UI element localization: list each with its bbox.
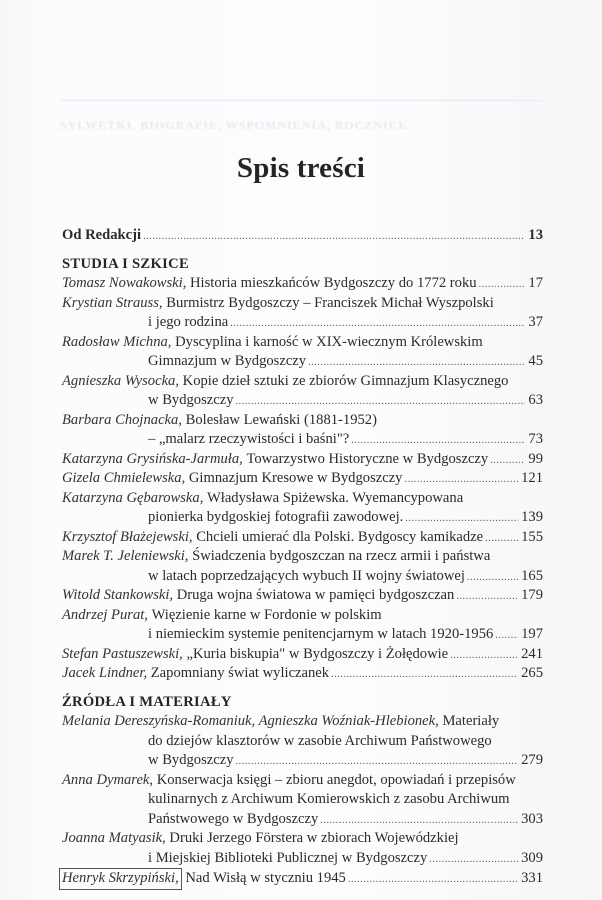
page-title: Spis treści [236, 152, 366, 184]
page-number: 37 [528, 314, 543, 330]
entry-author: Krystian Strauss, [62, 294, 163, 311]
entry-first-line [62, 528, 543, 548]
entry-title: w Bydgoszczy [148, 392, 234, 408]
entry-continuation-line [62, 625, 543, 645]
dot-leader [405, 509, 518, 529]
toc-entry[interactable] [62, 586, 543, 606]
entry-continuation-line [62, 849, 543, 869]
ghost-rule [60, 100, 542, 101]
entry-continuation-line [62, 810, 543, 830]
toc-entry[interactable] [62, 294, 543, 333]
entry-title: w latach poprzedzających wybuch II wojny światowej [148, 567, 465, 584]
toc-entry[interactable] [62, 664, 543, 684]
entry-author: Andrzej Purat, [62, 606, 148, 623]
page-number: 179 [521, 587, 543, 603]
page-number: 303 [521, 810, 543, 827]
dot-leader [236, 752, 519, 772]
entry-first-line [62, 489, 543, 509]
entry-title: Druki Jerzego Förstera w zbiorach Wojewódzkiej [169, 830, 459, 846]
entry-title: Dyscyplina i karność w XIX-wiecznym Królewskim [175, 333, 483, 350]
entry-first-line [62, 606, 543, 626]
entry-title: Druga wojna światowa w pamięci bydgoszczan [176, 587, 455, 603]
toc-entry[interactable] [62, 489, 543, 528]
entry-first-line [62, 294, 543, 314]
entry-author: Witold Stankowski, [62, 587, 174, 603]
entry-continuation-line [62, 751, 543, 771]
entry-title: Gimnazjum w Bydgoszczy [148, 353, 307, 369]
entry-first-line [62, 645, 543, 665]
entry-author: Tomasz Nowakowski, [62, 275, 187, 291]
entry-title: Gimnazjum Kresowe w Bydgoszczy [188, 470, 403, 486]
toc-entry[interactable] [62, 771, 543, 830]
dot-leader [429, 850, 518, 870]
entry-title: i niemieckim systemie penitencjarnym w latach 1920-1956 [148, 626, 494, 642]
page-number: 165 [521, 567, 543, 584]
dot-leader [450, 646, 518, 666]
dot-leader [404, 470, 518, 490]
page-number: 265 [521, 665, 543, 681]
entry-continuation-line [62, 391, 543, 411]
entry-author: Krzysztof Błażejewski, [62, 528, 193, 545]
entry-author: Katarzyna Gębarowska, [62, 489, 204, 506]
entry-title: Towarzystwo Historyczne w Bydgoszczy [246, 450, 489, 467]
entry-author: Stefan Pastuszewski, [62, 645, 183, 662]
entry-continuation-line [62, 790, 543, 810]
entry-title: Materiały [442, 713, 500, 729]
entry-author: Barbara Chojnacka, [62, 411, 182, 428]
dot-leader [495, 626, 518, 646]
entry-title: Burmistrz Bydgoszczy – Franciszek Michał Wyszpolski [166, 294, 494, 311]
toc-entry-editorial[interactable] [62, 226, 543, 246]
page-number: 73 [528, 431, 543, 447]
page-number: 279 [521, 752, 543, 768]
entry-title: Kopie dzieł sztuki ze zbiorów Gimnazjum Klasycznego [182, 372, 509, 389]
toc-sections [62, 255, 543, 888]
section-heading: STUDIA I SZKICE [62, 255, 189, 272]
entry-first-line [62, 586, 543, 606]
entry-title: i jego rodzina [148, 314, 229, 330]
entry-continuation-line [62, 352, 543, 372]
page-number: 139 [521, 509, 543, 525]
toc-entry[interactable] [62, 606, 543, 645]
entry-first-line [62, 712, 543, 732]
entry-title: „Kuria biskupia" w Bydgoszczy i Żołędowie [186, 645, 449, 662]
entry-first-line [62, 333, 543, 353]
entry-author: Gizela Chmielewska, [62, 470, 186, 486]
entry-title: Państwowego w Bydgoszczy [148, 810, 319, 827]
toc-entry[interactable] [62, 528, 543, 548]
entry-title: – „malarz rzeczywistości i baśni"? [148, 431, 350, 447]
dot-leader [331, 665, 518, 685]
entry-author: Joanna Matyasik, [62, 830, 166, 846]
dot-leader [348, 870, 518, 890]
toc-entry[interactable] [62, 372, 543, 411]
page-number: 45 [528, 353, 543, 369]
dot-leader [467, 568, 518, 588]
entry-title: Bolesław Lewański (1881-1952) [185, 411, 377, 428]
entry-title: Konserwacja księgi – zbioru anegdot, opowiadań i przepisów [156, 771, 516, 788]
dot-leader [320, 811, 518, 831]
dot-leader [351, 431, 525, 451]
entry-continuation-line [62, 567, 543, 587]
page-number: 331 [521, 870, 543, 886]
toc-entry[interactable] [62, 469, 543, 489]
entry-title: Nad Wisłą w styczniu 1945 [185, 870, 346, 886]
entry-title: Historia mieszkańców Bydgoszczy do 1772 roku [190, 275, 477, 291]
entry-title: Zapomniany świat wyliczanek [150, 665, 330, 681]
table-of-contents [62, 226, 543, 888]
entry-author: Jacek Lindner, [62, 665, 148, 681]
entry-first-line [62, 469, 543, 489]
entry-title: do dziejów klasztorów w zasobie Archiwum Państwowego [148, 732, 492, 749]
dot-leader [456, 587, 518, 607]
dot-leader [143, 227, 525, 247]
page-number: 121 [521, 470, 543, 486]
section-heading: ŹRÓDŁA I MATERIAŁY [62, 693, 232, 710]
entry-author: Marek T. Jeleniewski, [62, 548, 189, 564]
entry-first-line [62, 547, 543, 567]
entry-continuation-line [62, 430, 543, 450]
entry-title: Od Redakcji [62, 227, 142, 243]
toc-entry[interactable] [62, 547, 543, 586]
entry-first-line [62, 372, 543, 392]
entry-author: Agnieszka Wysocka, [62, 372, 179, 389]
entry-first-line [62, 274, 543, 294]
dot-leader [308, 353, 525, 373]
ghost-heading: SYLWETKI, BIOGRAFIE, WSPOMNIENIA, ROCZNICE [60, 118, 408, 132]
page-number: 13 [528, 227, 543, 243]
page-number: 155 [521, 528, 543, 545]
entry-first-line [62, 771, 543, 791]
entry-title: Władysława Spiżewska. Wyemancypowana [207, 489, 464, 506]
toc-entry[interactable] [62, 333, 543, 372]
toc-entry[interactable] [62, 868, 543, 888]
dot-leader [236, 392, 526, 412]
dot-leader [490, 451, 525, 471]
toc-entry[interactable] [62, 411, 543, 450]
entry-continuation-line [62, 732, 543, 752]
page-number: 63 [528, 392, 543, 408]
entry-author: Radosław Michna, [62, 333, 172, 350]
toc-entry[interactable] [62, 450, 543, 470]
page-number: 241 [521, 645, 543, 662]
page-number: 17 [528, 275, 543, 291]
entry-author: Henryk Skrzypiński, [59, 868, 182, 890]
entry-first-line [62, 664, 543, 684]
entry-author: Katarzyna Grysińska-Jarmuła, [62, 450, 243, 467]
toc-entry[interactable] [62, 274, 543, 294]
entry-author: Anna Dymarek, [62, 771, 154, 788]
entry-continuation-line [62, 313, 543, 333]
page-number: 99 [528, 450, 543, 467]
entry-first-line [62, 829, 543, 849]
entry-first-line [62, 450, 543, 470]
toc-entry[interactable] [62, 829, 543, 868]
entry-first-line [62, 411, 543, 431]
entry-title: Chcieli umierać dla Polski. Bydgoscy kamikadze [196, 528, 484, 545]
toc-entry[interactable] [62, 645, 543, 665]
entry-continuation-line [62, 508, 543, 528]
toc-entry[interactable] [62, 712, 543, 771]
page-number: 197 [521, 626, 543, 642]
dot-leader [479, 275, 526, 295]
page-number: 309 [521, 849, 543, 866]
entry-first-line [62, 868, 543, 888]
dot-leader [485, 529, 518, 549]
entry-title: kulinarnych z Archiwum Komierowskich z zasobu Archiwum [148, 791, 510, 807]
entry-title: i Miejskiej Biblioteki Publicznej w Bydgoszczy [148, 849, 428, 866]
entry-title: Więzienie karne w Fordonie w polskim [151, 606, 382, 623]
entry-title: pionierka bydgoskiej fotografii zawodowej. [148, 509, 404, 525]
entry-title: w Bydgoszczy [148, 752, 234, 768]
dot-leader [230, 314, 525, 334]
entry-author: Melania Dereszyńska-Romaniuk, Agnieszka Woźniak-Hlebionek, [62, 713, 439, 729]
entry-title: Świadczenia bydgoszczan na rzecz armii i państwa [192, 548, 491, 564]
